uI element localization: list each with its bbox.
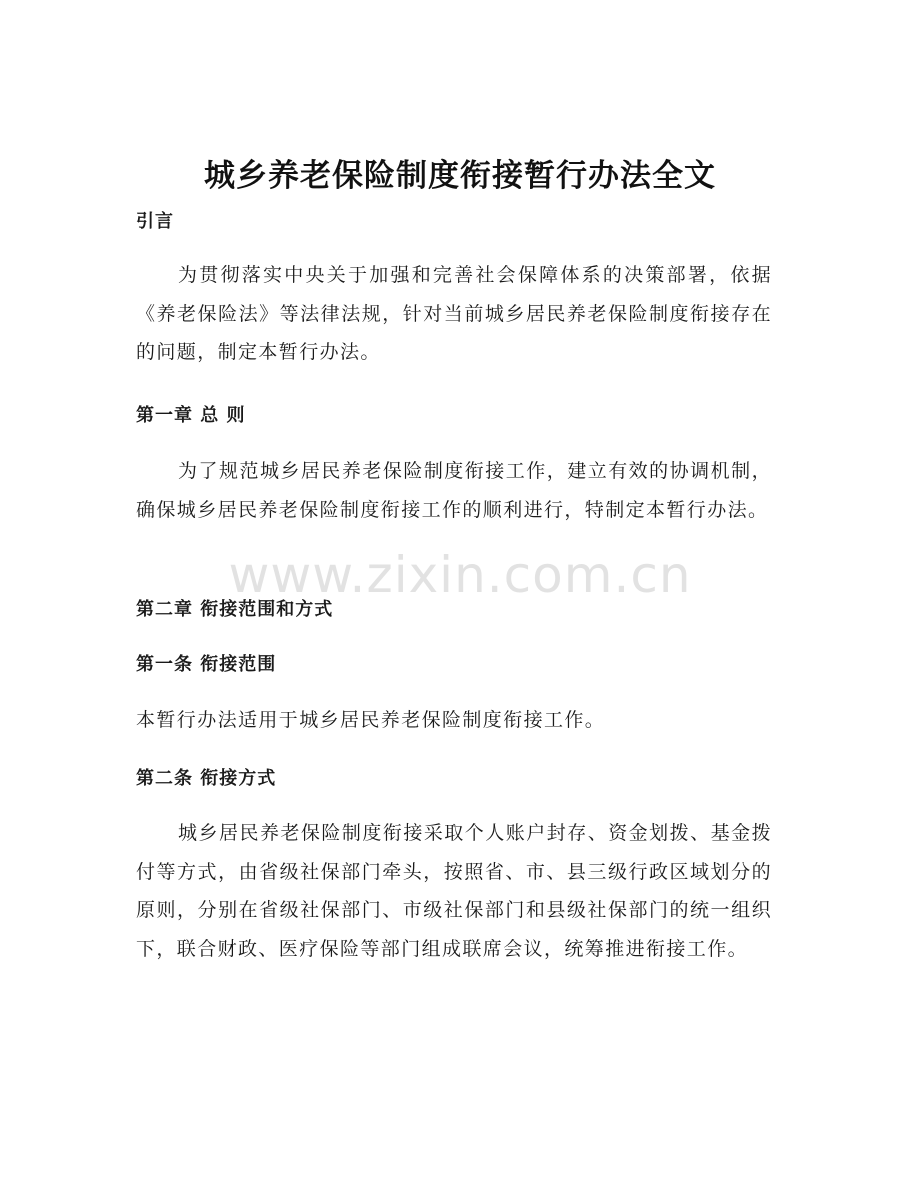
chapter2-heading: 第二章 衔接范围和方式 [136,599,334,620]
watermark: www.zixin.com.cn [228,546,692,604]
intro-paragraph: 为贯彻落实中央关于加强和完善社会保障体系的决策部署，依据《养老保险法》等法律法规，针对当前城乡居民养老保险制度衔接存在的问题，制定本暂行办法。 [136,264,772,363]
document-title: 城乡养老保险制度衔接暂行办法全文 [204,158,716,194]
chapter1-paragraph: 为了规范城乡居民养老保险制度衔接工作，建立有效的协调机制，确保城乡居民养老保险制度衔接工作的顺利进行，特制定本暂行办法。 [136,460,772,521]
article1-heading: 第一条 衔接范围 [136,654,277,675]
article1-paragraph: 本暂行办法适用于城乡居民养老保险制度衔接工作。 [136,709,606,731]
article2-heading: 第二条 衔接方式 [136,768,277,789]
chapter1-heading: 第一章 总 则 [136,405,246,426]
intro-heading: 引言 [136,211,174,232]
article2-paragraph: 城乡居民养老保险制度衔接采取个人账户封存、资金划拨、基金拨付等方式，由省级社保部门牵头，按照省、市、县三级行政区域划分的原则，分别在省级社保部门、市级社保部门和县级社保部门的统一组织下，联合财政、医疗保险等部门组成联席会议，统筹推进衔接工作。 [136,822,772,960]
